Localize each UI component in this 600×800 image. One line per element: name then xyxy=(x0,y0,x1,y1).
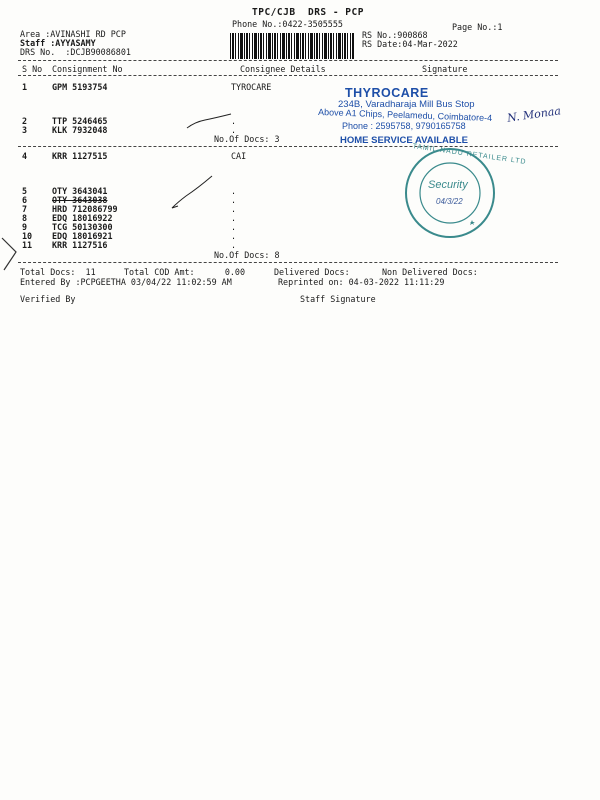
rs-date: RS Date:04-Mar-2022 xyxy=(362,39,458,49)
row-number: 3 xyxy=(22,125,28,135)
staff-signature-label: Staff Signature xyxy=(300,294,376,304)
blank-dot: . xyxy=(231,195,237,205)
entered-by: Entered By :PCPGEETHA 03/04/22 11:02:59 AM xyxy=(20,277,232,287)
rs-number: RS No.:900868 xyxy=(362,30,428,40)
consignment-number: EDQ 18016922 xyxy=(52,213,113,223)
consignment-number: GPM 5193754 xyxy=(52,82,108,92)
non-delivered-docs: Non Delivered Docs: xyxy=(382,267,478,277)
col-sno: S No xyxy=(22,64,43,74)
barcode xyxy=(230,33,354,59)
stamp-brand: THYROCARE xyxy=(345,86,429,100)
signature-mark-icon xyxy=(185,108,245,133)
phone-number: Phone No.:0422-3505555 xyxy=(232,19,343,29)
consignment-number: KRR 1127516 xyxy=(52,240,108,250)
group-doc-count: No.Of Docs: 3 xyxy=(214,134,280,144)
seal-ring-text: TAMIL NADU RETAILER LTD xyxy=(412,143,527,166)
header-rule-bottom xyxy=(18,75,558,76)
blank-dot: . xyxy=(231,204,237,214)
row-number: 11 xyxy=(22,240,33,250)
seal-date: 04/3/22 xyxy=(436,197,463,206)
col-consignment: Consignment No xyxy=(52,64,123,74)
row-number: 8 xyxy=(22,213,28,223)
col-signature: Signature xyxy=(422,64,468,74)
reprinted-on: Reprinted on: 04-03-2022 11:11:29 xyxy=(278,277,445,287)
row-number: 9 xyxy=(22,222,28,232)
consignment-number: KLK 7932048 xyxy=(52,125,108,135)
verified-by-label: Verified By xyxy=(20,294,76,304)
page-number: Page No.:1 xyxy=(452,22,503,32)
staff-label: Staff :AYYASAMY xyxy=(20,38,96,48)
delivered-docs: Delivered Docs: xyxy=(274,267,350,277)
consignee-name: TYROCARE xyxy=(231,82,272,92)
stamp-service: HOME SERVICE AVAILABLE xyxy=(340,135,468,146)
consignment-number: EDQ 18016921 xyxy=(52,231,113,241)
row-number: 2 xyxy=(22,116,28,126)
row-number: 6 xyxy=(22,195,28,205)
consignment-number: TTP 5246465 xyxy=(52,116,108,126)
stamp-address-line: Above A1 Chips, Peelamedu, Coimbatore-4 xyxy=(317,106,493,124)
blank-dot: . xyxy=(231,186,237,196)
consignment-number: OTY 3643041 xyxy=(52,186,108,196)
blank-dot: . xyxy=(231,231,237,241)
group-doc-count: No.Of Docs: 8 xyxy=(214,250,280,260)
consignment-number: TCG 50130300 xyxy=(52,222,113,232)
header-rule-top xyxy=(18,60,558,61)
signature-mark-icon xyxy=(168,172,220,214)
row-number: 7 xyxy=(22,204,28,214)
consignment-number: KRR 1127515 xyxy=(52,151,108,161)
row-number: 1 xyxy=(22,82,28,92)
handwritten-recipient-name: N. Monaa xyxy=(506,104,562,125)
consignment-number: OTY 3643038 xyxy=(52,195,108,205)
row-number: 5 xyxy=(22,186,28,196)
margin-mark-icon xyxy=(0,236,20,276)
blank-dot: . xyxy=(231,222,237,232)
col-consignee: Consignee Details xyxy=(240,64,326,74)
group-divider xyxy=(18,262,558,263)
blank-dot: . xyxy=(231,240,237,250)
stamp-phone: Phone : 2595758, 9790165758 xyxy=(342,121,466,131)
stamp-address-line: 234B, Varadharaja Mill Bus Stop xyxy=(338,99,475,110)
total-cod-amount: Total COD Amt: 0.00 xyxy=(124,267,246,277)
document-title: TPC/CJB DRS - PCP xyxy=(252,7,364,18)
consignment-number: HRD 712086799 xyxy=(52,204,118,214)
blank-dot: . xyxy=(231,125,237,135)
blank-dot: . xyxy=(231,213,237,223)
row-number: 10 xyxy=(22,231,33,241)
security-seal xyxy=(402,143,527,241)
blank-dot: . xyxy=(231,116,237,126)
drs-number: DRS No. :DCJB90086801 xyxy=(20,47,131,57)
row-number: 4 xyxy=(22,151,28,161)
consignee-name: CAI xyxy=(231,151,247,161)
seal-center-text: Security xyxy=(428,179,468,191)
area-label: Area :AVINASHI RD PCP xyxy=(20,29,126,39)
total-docs: Total Docs: 11 xyxy=(20,267,96,277)
